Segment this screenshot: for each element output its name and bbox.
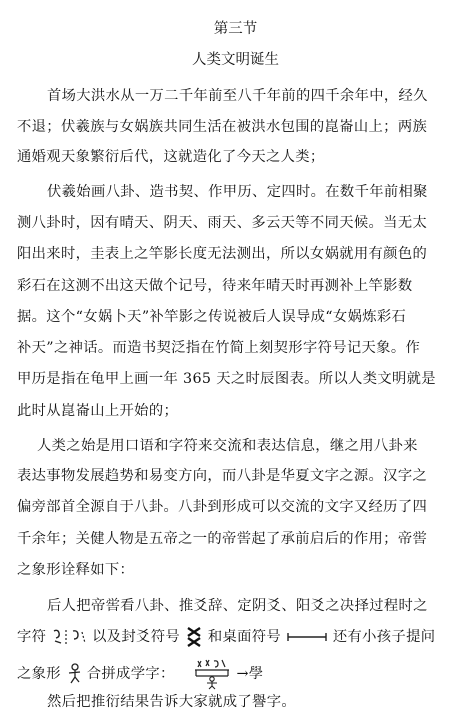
text-hepin: 合拼成学字： (86, 666, 175, 682)
text-zhuomian: 和桌面符号 (207, 629, 282, 645)
text-xiangxing: 之象形 (17, 666, 61, 682)
section-title: 人类文明诞生 (192, 52, 279, 68)
paragraph-4-line-2 (17, 626, 435, 648)
section-number: 第三节 (213, 21, 258, 37)
paragraph-1-line-2: 不退；伏羲族与女娲族共同生活在被洪水包围的崑崙山上；两族 (17, 119, 428, 135)
paragraph-3-line-2: 表达事物发展趋势和易变方向，而八卦是华夏文字之源。汉字之 (17, 468, 428, 484)
paragraph-2-line-8: 此时从崑崙山上开始的； (17, 403, 179, 419)
paragraph-4-line-1: 后人把帝喾看八卦、推爻辞、定阴爻、阳爻之决择过程时之 (47, 598, 428, 614)
paragraph-2-line-2: 测八卦时，因有晴天、阴天、雨天、多云天等不同天候。当无太 (17, 215, 428, 231)
text-xue-result: →學 (236, 666, 264, 682)
paragraph-2-line-5: 据。这个“女娲卜天”补竿影之传说被后人误导成“女娲炼彩石 (17, 309, 407, 325)
paragraph-3-line-5: 之象形诠释如下： (17, 562, 135, 578)
paragraph-2-line-1: 伏羲始画八卦、造书契、作甲历、定四时。在数千年前相聚 (47, 184, 428, 200)
paragraph-3-line-4: 千余年；关健人物是五帝之一的帝喾起了承前启后的作用；帝喾 (17, 531, 428, 547)
combined-xue-glyph-icon (192, 658, 232, 690)
text-zifu: 字符 (17, 629, 47, 645)
paragraph-4-line-3 (17, 658, 263, 690)
paragraph-2-line-3: 阳出来时，圭表上之竿影长度无法测出，所以女娲就用有颜色的 (17, 246, 428, 262)
desk-icon (286, 630, 328, 644)
paragraph-1-line-3: 通婚观天象繁衍后代，这就造化了今天之人类； (17, 149, 325, 165)
crossed-yao-icon (185, 626, 203, 648)
paragraph-5-line-1: 然后把推衍结果告诉大家就成了譽字。 (47, 694, 296, 710)
text-fengyao: 以及封爻符号 (92, 629, 180, 645)
paragraph-2-line-7: 甲历是指在龟甲上画一年 365 天之时辰图表。所以人类文明就是 (17, 371, 436, 387)
paragraph-2-line-6: 补天”之神话。而造书契泛指在竹简上刻契形字符号记天象。作 (17, 340, 421, 356)
text-haizi: 还有小孩子提问 (332, 629, 436, 645)
paragraph-3-line-1: 人类之始是用口语和字符来交流和表达信息，继之用八卦来 (37, 438, 418, 454)
paragraph-3-line-3: 偏旁部首全源自于八卦。八卦到形成可以交流的文字又经历了四 (17, 499, 428, 515)
paragraph-1-line-1: 首场大洪水从一万二千年前至八千年前的四千余年中，经久 (47, 88, 428, 104)
paragraph-2-line-4: 彩石在这测不出这天做个记号，待来年晴天时再测补上竿影数 (17, 278, 413, 294)
child-icon (66, 663, 82, 685)
divination-strokes-icon (51, 627, 87, 647)
